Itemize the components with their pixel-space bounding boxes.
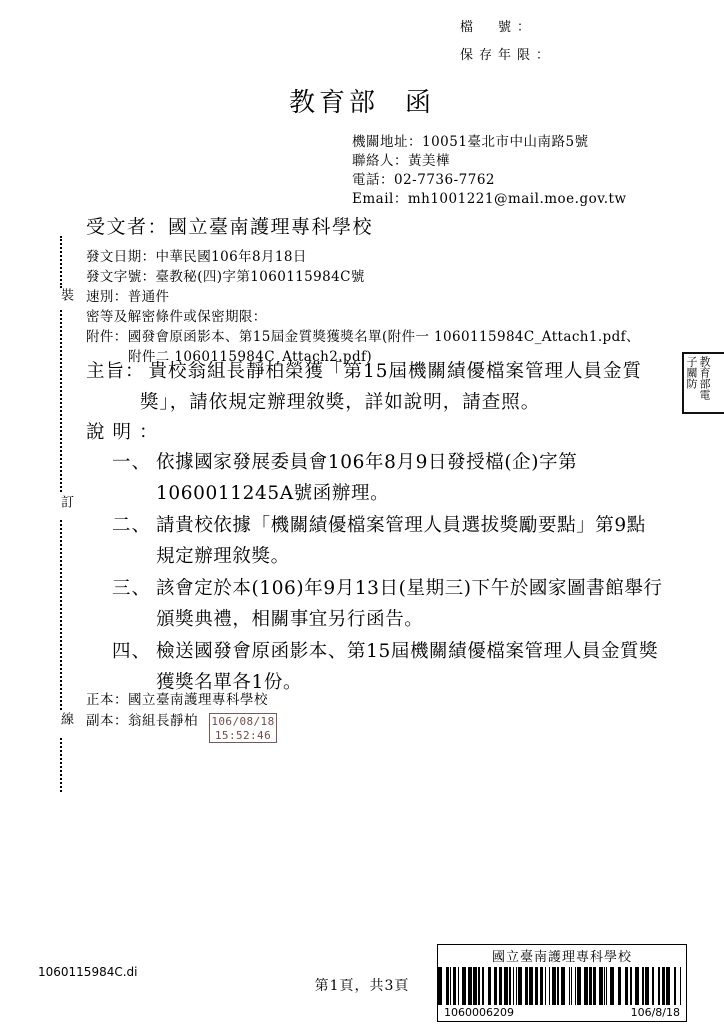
barcode-date: 106/8/18 xyxy=(630,1006,680,1019)
retention-colon: ： xyxy=(536,48,550,63)
meta-attachments-cont: 附件二 1060115984C_Attach2.pdf) xyxy=(128,349,373,365)
list-item-number: 四、 xyxy=(112,641,152,662)
agency-phone: 電話：02-7736-7762 xyxy=(352,172,496,188)
barcode-number: 1060006209 xyxy=(444,1006,514,1019)
file-number-field xyxy=(460,16,530,35)
list-item-number: 一、 xyxy=(112,452,152,473)
list-item-text: 依據國家發展委員會106年8月9日發授檔(企)字第1060011245A號函辦理。 xyxy=(156,452,578,504)
document-meta-block xyxy=(86,247,640,367)
side-mark-fold: 裝 xyxy=(58,288,73,303)
barcode-caption xyxy=(437,1005,687,1022)
subject-block xyxy=(86,356,666,418)
footer-page-label: 第1頁，共3頁 xyxy=(314,978,410,994)
meta-attachments: 附件：國發會原函影本、第15屆金質獎獲獎名單(附件一 1060115984C_Attach1.pdf、 xyxy=(86,329,640,345)
recipient-label: 受文者： xyxy=(86,216,169,238)
recipient-value: 國立臺南護理專科學校 xyxy=(168,216,374,238)
list-item-number: 二、 xyxy=(112,515,152,536)
side-mark-bind: 訂 xyxy=(58,495,73,510)
explanation-list xyxy=(112,447,664,699)
barcode-title: 國立臺南護理專科學校 xyxy=(437,944,687,967)
list-item xyxy=(112,510,664,572)
side-mark-line: 線 xyxy=(58,712,73,727)
agency-address: 機關地址：10051臺北市中山南路5號 xyxy=(352,134,589,150)
list-item xyxy=(112,636,664,698)
distribution-copy-value: 翁組長靜柏 xyxy=(128,713,198,729)
meta-issue-date: 發文日期：中華民國106年8月18日 xyxy=(86,249,307,265)
title-agency: 教育部 xyxy=(288,88,379,118)
title-type: 函 xyxy=(405,88,436,118)
fold-dot-line-top xyxy=(60,236,64,288)
page-title xyxy=(0,82,724,119)
distribution-original-label: 正本： xyxy=(86,692,128,708)
file-number-label: 檔 號 xyxy=(460,20,518,35)
agency-email: Email：mh1001221@mail.moe.gov.tw xyxy=(352,191,627,207)
retention-label: 保存年限 xyxy=(460,48,537,63)
list-item-text: 檢送國發會原函影本、第15屆機關績優檔案管理人員金質獎獲獎名單各1份。 xyxy=(156,641,659,693)
footer-doc-id: 1060115984C.di xyxy=(38,965,138,979)
line-dot-line xyxy=(60,738,64,792)
distribution-original xyxy=(86,690,268,711)
barcode-image xyxy=(437,967,687,1005)
stamp-date: 106/08/18 xyxy=(211,715,275,728)
meta-confidentiality: 密等及解密條件或保密期限： xyxy=(86,309,267,325)
meta-doc-number: 發文字號：臺教秘(四)字第1060115984C號 xyxy=(86,269,365,285)
retention-field xyxy=(460,44,549,63)
distribution-copy-label: 副本： xyxy=(86,713,128,729)
official-seal xyxy=(682,352,724,414)
list-item-number: 三、 xyxy=(112,578,152,599)
stamp-time: 15:52:46 xyxy=(214,729,272,742)
bind-dot-line xyxy=(60,520,64,710)
list-item-text: 請貴校依據「機關績優檔案管理人員選拔獎勵要點」第9點規定辦理敘獎。 xyxy=(156,515,646,567)
meta-speed: 速別：普通件 xyxy=(86,289,170,305)
subject-label: 主旨： xyxy=(86,361,145,382)
agency-contact-block xyxy=(352,133,627,209)
subject-text: 貴校翁組長靜柏榮獲「第15屆機關績優檔案管理人員金質獎」，請依規定辦理敘獎，詳如說明，請查照。 xyxy=(140,361,643,413)
barcode-block xyxy=(437,944,687,1018)
distribution-original-value: 國立臺南護理專科學校 xyxy=(128,692,268,708)
explanation-label: 說明： xyxy=(86,422,166,443)
list-item xyxy=(112,447,664,509)
agency-contact-person: 聯絡人：黃美樺 xyxy=(352,153,450,169)
received-date-stamp xyxy=(209,713,277,743)
fold-dot-line-mid xyxy=(60,310,64,492)
recipient-line xyxy=(86,212,373,239)
seal-text: 教育部電子關防 xyxy=(685,356,711,400)
file-number-colon: ： xyxy=(517,20,531,35)
list-item-text: 該會定於本(106)年9月13日(星期三)下午於國家圖書館舉行頒獎典禮，相關事宜另行函告。 xyxy=(156,578,663,630)
list-item xyxy=(112,573,664,635)
